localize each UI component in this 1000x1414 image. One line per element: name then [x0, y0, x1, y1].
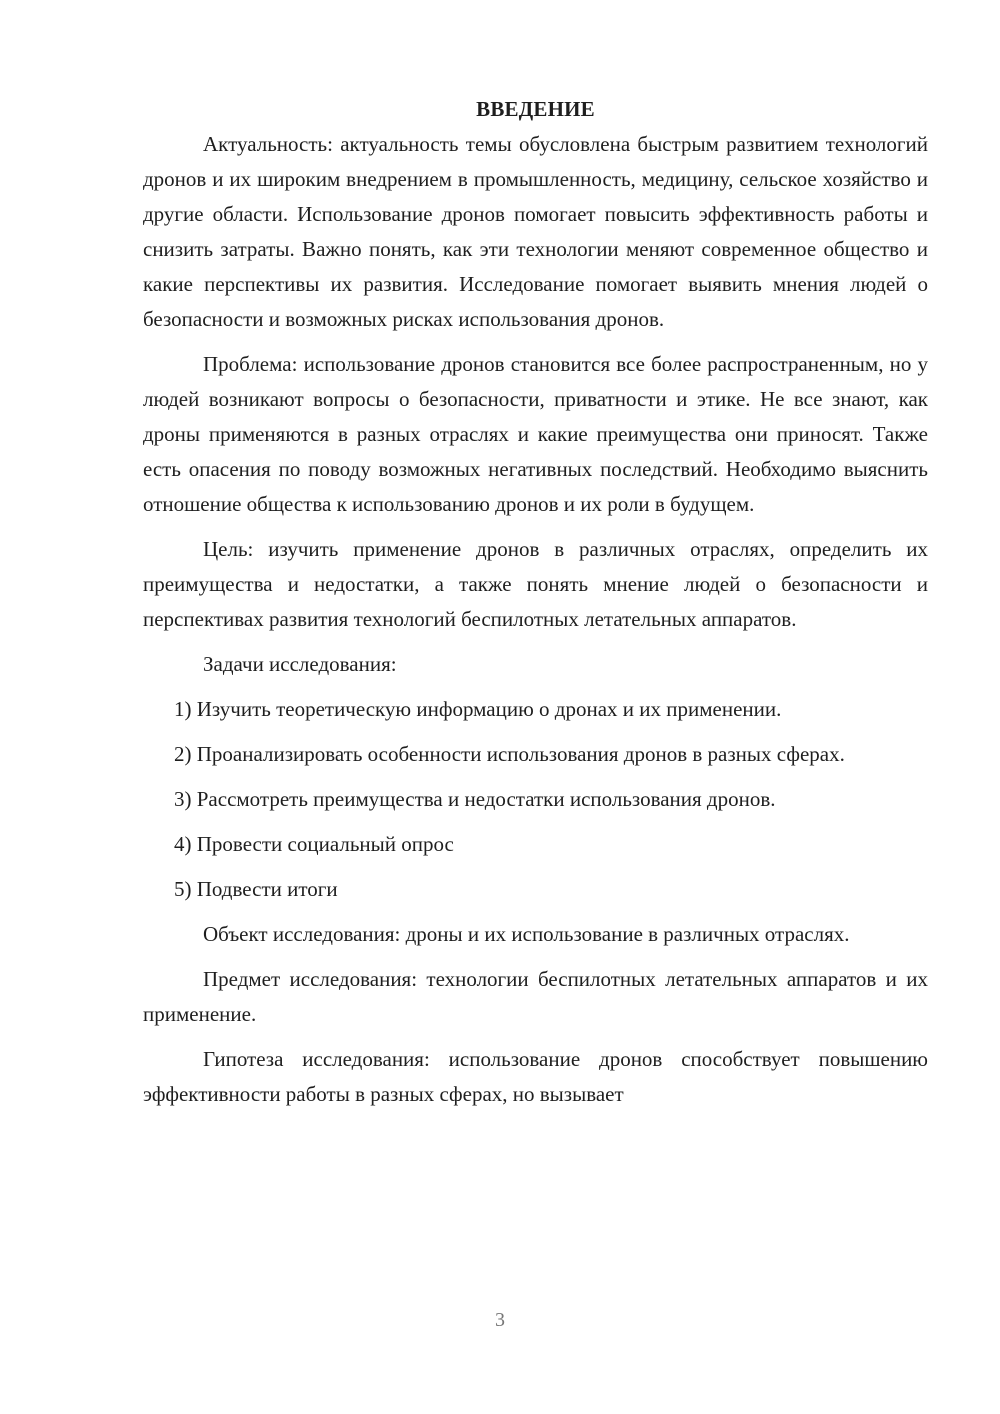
task-item-4: 4) Провести социальный опрос [174, 832, 454, 856]
paragraph-hypothesis: Гипотеза исследования: использование дронов способствует повышению эффективности работы в разных сферах, но вызывает [143, 1047, 928, 1106]
task-item-3: 3) Рассмотреть преимущества и недостатки использования дронов. [174, 787, 776, 811]
section-heading: ВВЕДЕНИЕ [476, 97, 595, 121]
paragraph-goal: Цель: изучить применение дронов в различных отраслях, определить их преимущества и недостатки, а также понять мнение людей о безопасности и перспективах развития технологий беспилотных летательных аппаратов. [143, 537, 928, 631]
page-number: 3 [495, 1309, 505, 1331]
document-page [143, 92, 928, 1112]
paragraph-object: Объект исследования: дроны и их использование в различных отраслях. [203, 922, 850, 946]
paragraph-relevance: Актуальность: актуальность темы обусловлена быстрым развитием технологий дронов и их широким внедрением в промышленность, медицину, сельское хозяйство и другие области. Использование дронов помогает повысить эффективность работы и снизить затраты. Важно понять, как эти технологии меняют современное общество и какие перспективы их развития. Исследование помогает выявить мнения людей о безопасности и возможных рисках использования дронов. [143, 132, 928, 331]
task-item-5: 5) Подвести итоги [174, 877, 338, 901]
paragraph-tasks-title: Задачи исследования: [203, 652, 397, 676]
paragraph-subject: Предмет исследования: технологии беспилотных летательных аппаратов и их применение. [143, 967, 928, 1026]
task-item-2: 2) Проанализировать особенности использования дронов в разных сферах. [174, 742, 845, 766]
paragraph-problem: Проблема: использование дронов становится все более распространенным, но у людей возникают вопросы о безопасности, приватности и этике. Не все знают, как дроны применяются в разных отраслях и какие преимущества они приносят. Также есть опасения по поводу возможных негативных последствий. Необходимо выяснить отношение общества к использованию дронов и их роли в будущем. [143, 352, 928, 516]
task-item-1: 1) Изучить теоретическую информацию о дронах и их применении. [174, 697, 782, 721]
